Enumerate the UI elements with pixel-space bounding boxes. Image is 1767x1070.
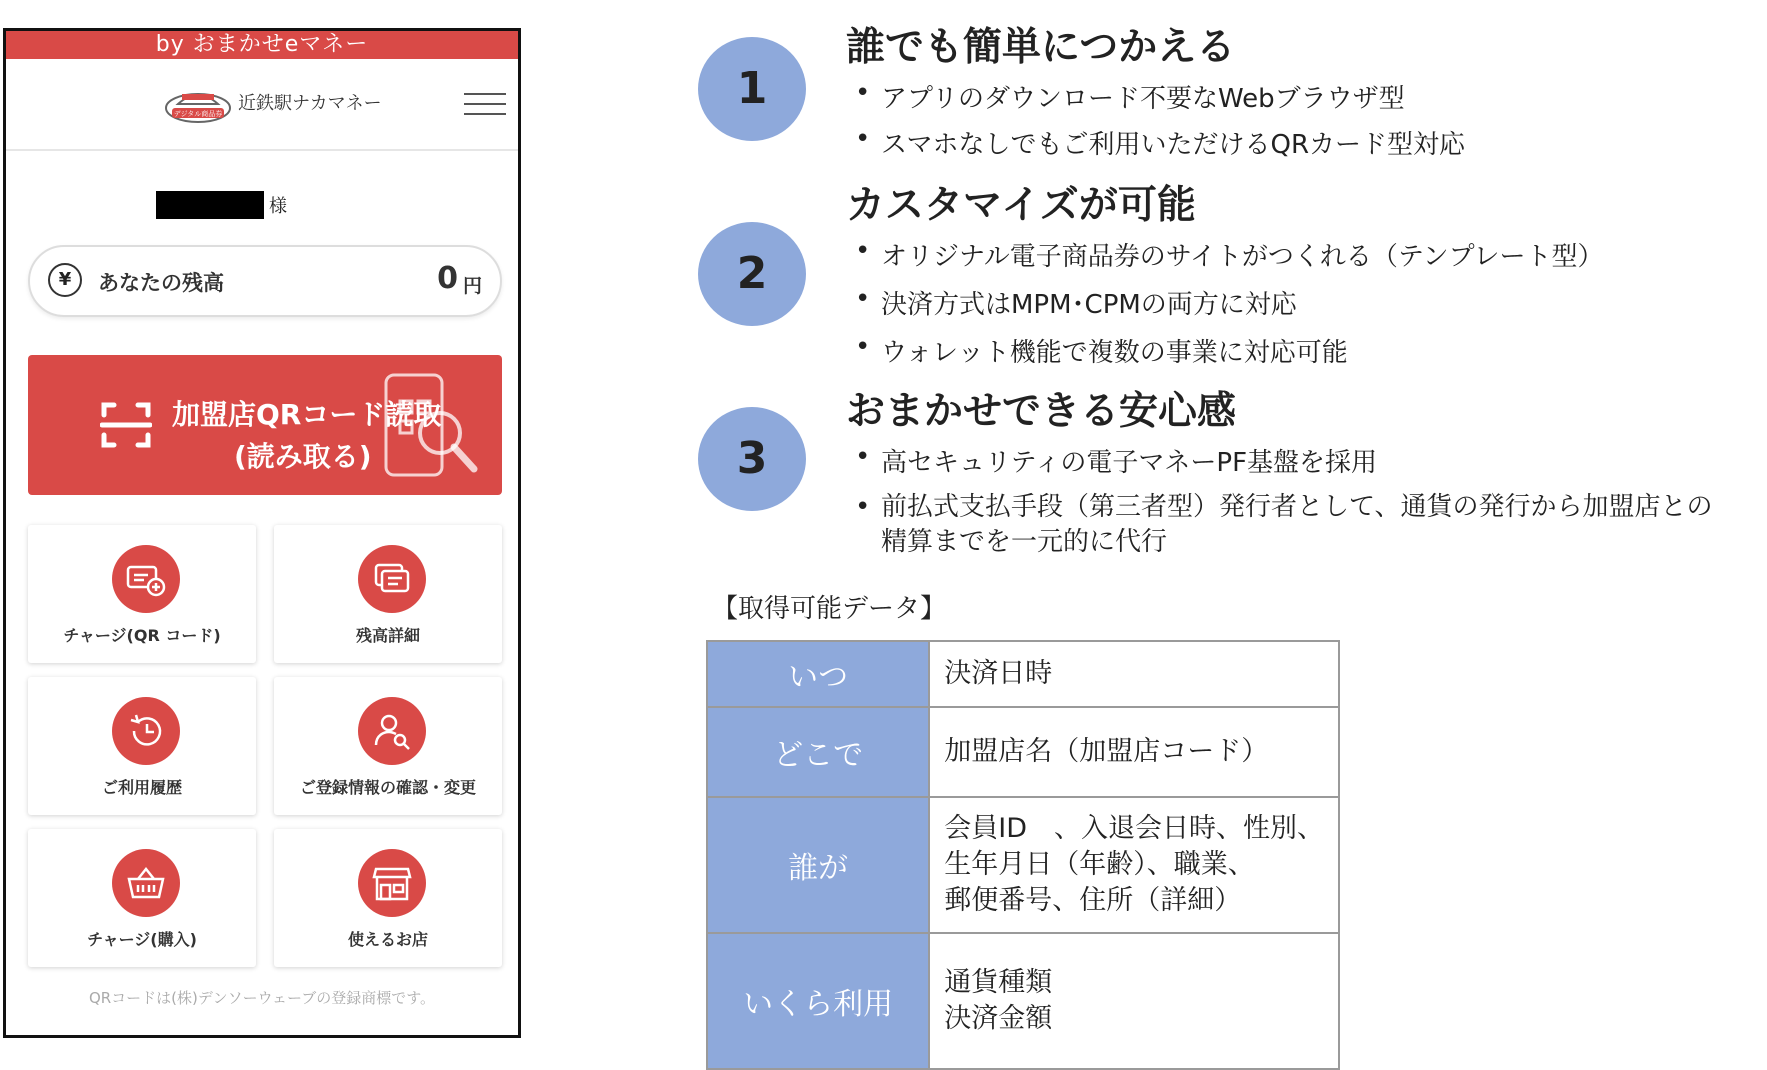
provider-banner: by おまかせeマネー — [6, 31, 518, 59]
feature-3-bullet-line1: • 前払式支払手段（第三者型）発行者として、通貨の発行から加盟店との — [881, 492, 1713, 522]
table-value-cell: 決済日時 — [929, 641, 1339, 707]
feature-title-1: 誰でも簡単につかえる — [846, 25, 1236, 70]
qr-button-label: 加盟店QRコード読取 — [172, 398, 442, 431]
tile-icon-circle — [112, 545, 180, 613]
feature-3-bullet: • 高セキュリティの電子マネーPF基盤を採用 — [855, 442, 1377, 479]
app-logo-icon — [164, 86, 232, 124]
feature-1-bullet: • スマホなしでもご利用いただけるQRカード型対応 — [855, 124, 1465, 161]
tile-icon-circle — [358, 545, 426, 613]
phone-qr-icon — [380, 371, 480, 481]
feature-1-bullet: • アプリのダウンロード不要なWebブラウザ型 — [855, 78, 1405, 115]
user-greeting — [156, 191, 287, 219]
card-plus-icon — [126, 559, 166, 599]
tile-label: 使えるお店 — [347, 930, 428, 949]
table-row — [707, 641, 1339, 707]
data-table-caption: 【取得可能データ】 — [712, 594, 947, 624]
table-row — [707, 933, 1339, 1069]
qr-scan-button[interactable] — [28, 355, 502, 495]
tile-label: チャージ(購入) — [87, 930, 197, 949]
table-key-cell: いつ — [707, 641, 929, 707]
table-value-cell: 加盟店名（加盟店コード） — [929, 707, 1339, 797]
tile-icon-circle — [358, 697, 426, 765]
feature-number-1: 1 — [698, 37, 806, 141]
feature-number-3: 3 — [698, 407, 806, 511]
data-table — [706, 640, 1340, 1070]
feature-2-bullet: • 決済方式はMPM･CPMの両方に対応 — [855, 284, 1297, 321]
tile-icon-circle — [358, 849, 426, 917]
registration-info-tile[interactable] — [274, 677, 502, 815]
yen-icon: ¥ — [48, 263, 82, 297]
scan-frame-icon — [100, 399, 152, 451]
logo-text: デジタル商品券 — [173, 110, 223, 118]
balance-detail-tile[interactable] — [274, 525, 502, 663]
tile-label: ご登録情報の確認・変更 — [299, 778, 476, 797]
basket-icon — [126, 863, 166, 903]
balance-unit: 円 — [462, 275, 482, 297]
feature-3-bullet-line2: 精算までを一元的に代行 — [881, 527, 1168, 557]
balance-label: あなたの残高 — [98, 271, 224, 295]
table-key-cell: どこで — [707, 707, 929, 797]
table-key-cell: 誰が — [707, 797, 929, 933]
feature-title-2: カスタマイズが可能 — [846, 183, 1196, 228]
qr-button-sublabel: (読み取る) — [234, 440, 372, 473]
table-row — [707, 707, 1339, 797]
tile-label: 残高詳細 — [355, 626, 420, 645]
app-name: 近鉄駅ナカマネー — [238, 93, 382, 114]
honorific-label: 様 — [269, 196, 287, 217]
tile-label: ご利用履歴 — [101, 778, 182, 797]
charge-purchase-tile[interactable] — [28, 829, 256, 967]
tile-icon-circle — [112, 849, 180, 917]
table-value-cell: 通貨種類 決済金額 — [929, 933, 1339, 1069]
phone-screenshot — [3, 28, 521, 1038]
table-key-cell: いくら利用 — [707, 933, 929, 1069]
table-value-cell: 会員ID 、入退会日時、性別、 生年月日（年齢）、職業、 郵便番号、住所（詳細） — [929, 797, 1339, 933]
cards-icon — [372, 559, 412, 599]
tile-label: チャージ(QR コード) — [63, 626, 221, 645]
store-icon — [372, 863, 412, 903]
hamburger-menu-icon[interactable] — [464, 93, 506, 115]
tile-icon-circle — [112, 697, 180, 765]
feature-title-3: おまかせできる安心感 — [846, 389, 1237, 434]
trademark-note: QRコードは(株)デンソーウェーブの登録商標です。 — [88, 989, 436, 1007]
app-header — [6, 59, 518, 151]
available-stores-tile[interactable] — [274, 829, 502, 967]
feature-2-bullet: • オリジナル電子商品券のサイトがつくれる（テンプレート型） — [855, 236, 1604, 273]
feature-2-bullet: • ウォレット機能で複数の事業に対応可能 — [855, 332, 1348, 369]
balance-card — [28, 245, 502, 317]
balance-value: 0 — [437, 261, 458, 296]
table-row — [707, 797, 1339, 933]
feature-number-2: 2 — [698, 222, 806, 326]
user-search-icon — [372, 711, 412, 751]
feature-3-bullet — [855, 490, 1712, 560]
usage-history-tile[interactable] — [28, 677, 256, 815]
redacted-username — [156, 191, 264, 219]
history-icon — [126, 711, 166, 751]
charge-qr-tile[interactable] — [28, 525, 256, 663]
